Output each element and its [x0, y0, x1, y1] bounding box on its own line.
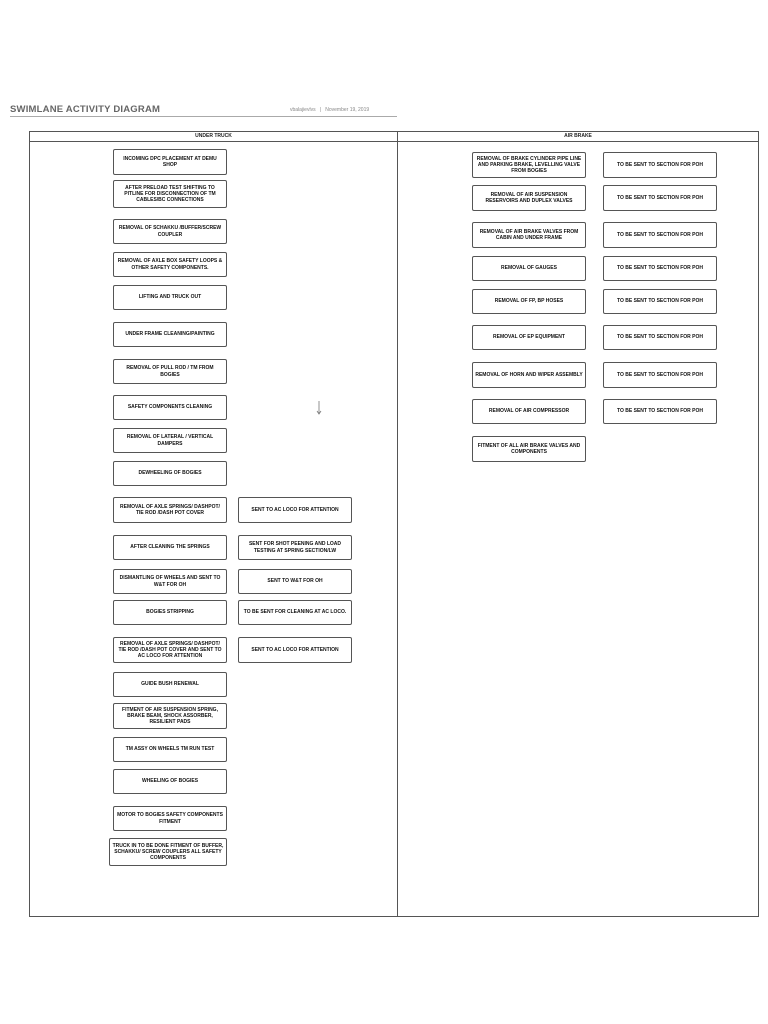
- step-box: GUIDE BUSH RENEWAL: [113, 672, 227, 697]
- step-box: DEWHEELING OF BOGIES: [113, 461, 227, 486]
- down-arrow-icon: [316, 401, 322, 415]
- step-box: MOTOR TO BOGIES SAFETY COMPONENTS FITMENT: [113, 806, 227, 831]
- step-box: REMOVAL OF HORN AND WIPER ASSEMBLY: [472, 362, 586, 388]
- step-box: AFTER CLEANING THE SPRINGS: [113, 535, 227, 560]
- header-divider: [10, 116, 397, 117]
- diagram-date: November 19, 2019: [325, 107, 370, 113]
- step-box: REMOVAL OF LATERAL / VERTICAL DAMPERS: [113, 428, 227, 453]
- step-box: BOGIES STRIPPING: [113, 600, 227, 625]
- step-box: AFTER PRELOAD TEST SHIFTING TO PITLINE FOR DISCONNECTION OF TM CABLES/BC CONNECTIONS: [113, 180, 227, 208]
- step-box: REMOVAL OF EP EQUIPMENT: [472, 325, 586, 350]
- step-box: REMOVAL OF AIR COMPRESSOR: [472, 399, 586, 424]
- side-box: TO BE SENT FOR CLEANING AT AC LOCO.: [238, 600, 352, 625]
- diagram-meta: [290, 107, 369, 113]
- side-box: TO BE SENT TO SECTION FOR POH: [603, 222, 717, 248]
- lane-header-air-brake: AIR BRAKE: [398, 132, 758, 142]
- step-box: UNDER FRAME CLEANING/PAINTING: [113, 322, 227, 347]
- side-box: TO BE SENT TO SECTION FOR POH: [603, 185, 717, 211]
- step-box: REMOVAL OF SCHAKKU /BUFFER/SCREW COUPLER: [113, 219, 227, 244]
- step-box: FITMENT OF ALL AIR BRAKE VALVES AND COMPONENTS: [472, 436, 586, 462]
- side-box: SENT TO AC LOCO FOR ATTENTION: [238, 497, 352, 523]
- side-box: SENT TO AC LOCO FOR ATTENTION: [238, 637, 352, 663]
- step-box: SAFETY COMPONENTS CLEANING: [113, 395, 227, 420]
- step-box: TM ASSY ON WHEELS TM RUN TEST: [113, 737, 227, 762]
- step-box: FITMENT OF AIR SUSPENSION SPRING, BRAKE BEAM, SHOCK ASSORBER, RESILIENT PADS: [113, 703, 227, 729]
- side-box: SENT TO W&T FOR OH: [238, 569, 352, 594]
- side-box: TO BE SENT TO SECTION FOR POH: [603, 325, 717, 350]
- side-box: TO BE SENT TO SECTION FOR POH: [603, 152, 717, 178]
- lane-header-under-truck: UNDER TRUCK: [30, 132, 397, 142]
- step-box: REMOVAL OF AXLE SPRINGS/ DASHPOT/ TIE ROD /DASH POT COVER: [113, 497, 227, 523]
- side-box: SENT FOR SHOT PEENING AND LOAD TESTING AT SPRING SECTION/LW: [238, 535, 352, 560]
- step-box: LIFTING AND TRUCK OUT: [113, 285, 227, 310]
- step-box: WHEELING OF BOGIES: [113, 769, 227, 794]
- step-box: TRUCK IN TO BE DONE FITMENT OF BUFFER, SCHAKKU/ SCREW COUPLERS ALL SAFETY COMPONENTS: [109, 838, 227, 866]
- step-box: REMOVAL OF BRAKE CYLINDER PIPE LINE AND PARKING BRAKE, LEVELLING VALVE FROM BOGIES: [472, 152, 586, 178]
- step-box: REMOVAL OF GAUGES: [472, 256, 586, 281]
- step-box: REMOVAL OF PULL ROD / TM FROM BOGIES: [113, 359, 227, 384]
- diagram-title: SWIMLANE ACTIVITY DIAGRAM: [10, 104, 161, 115]
- step-box: REMOVAL OF AIR BRAKE VALVES FROM CABIN AND UNDER FRAME: [472, 222, 586, 248]
- step-box: REMOVAL OF AIR SUSPENSION RESERVOIRS AND DUPLEX VALVES: [472, 185, 586, 211]
- lane-under-truck: [29, 131, 398, 917]
- meta-separator: |: [319, 107, 322, 113]
- side-box: TO BE SENT TO SECTION FOR POH: [603, 362, 717, 388]
- author-name: vbalajievlvs: [290, 107, 316, 113]
- side-box: TO BE SENT TO SECTION FOR POH: [603, 289, 717, 314]
- step-box: REMOVAL OF AXLE SPRINGS/ DASHPOT/ TIE ROD /DASH POT COVER AND SENT TO AC LOCO FOR ATTENTION: [113, 637, 227, 663]
- side-box: TO BE SENT TO SECTION FOR POH: [603, 256, 717, 281]
- side-box: TO BE SENT TO SECTION FOR POH: [603, 399, 717, 424]
- step-box: REMOVAL OF FP, BP HOSES: [472, 289, 586, 314]
- step-box: INCOMING DPC PLACEMENT AT DEMU SHOP: [113, 149, 227, 175]
- lane-air-brake: [397, 131, 759, 917]
- step-box: REMOVAL OF AXLE BOX SAFETY LOOPS & OTHER SAFETY COMPONENTS.: [113, 252, 227, 277]
- step-box: DISMANTLING OF WHEELS AND SENT TO W&T FOR OH: [113, 569, 227, 594]
